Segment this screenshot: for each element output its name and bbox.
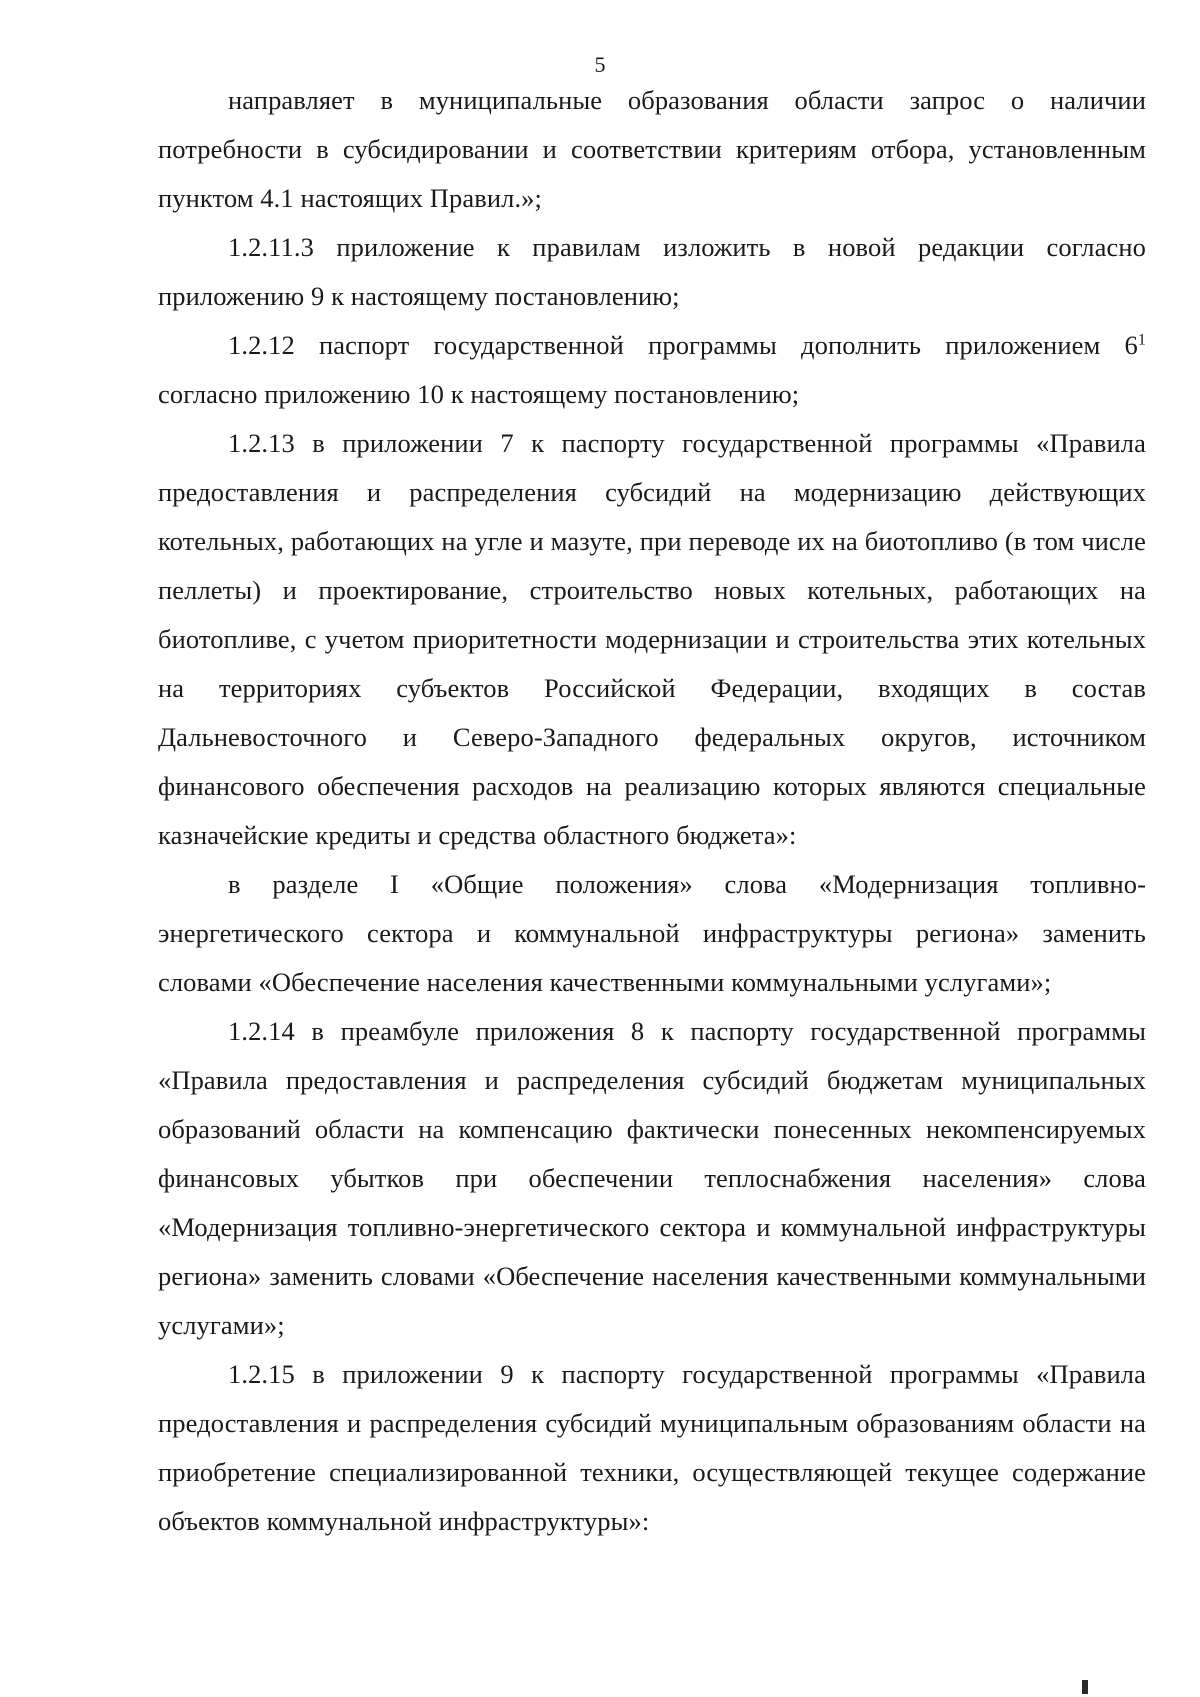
paragraph-1-2-12 bbox=[158, 321, 1146, 419]
paragraph-1-2-13: 1.2.13 в приложении 7 к паспорту государственной программы «Правила предоставления и распределения субсидий на модернизацию действующих котельных, работающих на угле и мазуте, при переводе их на биотопливо (в том числе пеллеты) и проектирование, строительство новых котельных, работающих на биотопливе, с учетом приоритетности модернизации и строительства этих котельных на территориях субъектов Российской Федерации, входящих в состав Дальневосточного и Северо-Западного федеральных округов, источником финансового обеспечения расходов на реализацию которых являются специальные казначейские кредиты и средства областного бюджета»: bbox=[158, 428, 1146, 850]
paragraph-text-before-superscript: 1.2.12 паспорт государственной программы дополнить приложением 6 bbox=[228, 330, 1138, 360]
paragraph-text-after-superscript: согласно приложению 10 к настоящему постановлению; bbox=[158, 379, 800, 409]
paragraph-1-2-14: 1.2.14 в преамбуле приложения 8 к паспорту государственной программы «Правила предоставления и распределения субсидий бюджетам муниципальных образований области на компенсацию фактически понесенных некомпенсируемых финансовых убытков при обеспечении теплоснабжения населения» слова «Модернизация топливно-энергетического сектора и коммунальной инфраструктуры региона» заменить словами «Обеспечение населения качественными коммунальными услугами»; bbox=[158, 1016, 1146, 1340]
paragraph-section-i-replacement: в разделе I «Общие положения» слова «Модернизация топливно-энергетического сектора и коммунальной инфраструктуры региона» заменить словами «Обеспечение населения качественными коммунальными услугами»; bbox=[158, 869, 1146, 997]
superscript-index: 1 bbox=[1137, 331, 1146, 349]
paragraph-1-2-11-3: 1.2.11.3 приложение к правилам изложить в новой редакции согласно приложению 9 к настоящему постановлению; bbox=[158, 232, 1146, 311]
paragraph-1-2-15: 1.2.15 в приложении 9 к паспорту государственной программы «Правила предоставления и распределения субсидий муниципальным образованиям области на приобретение специализированной техники, осуществляющей текущее содержание объектов коммунальной инфраструктуры»: bbox=[158, 1359, 1146, 1536]
paragraph-text: направляет в муниципальные образования области запрос о наличии потребности в субсидировании и соответствии критериям отбора, установленным пунктом 4.1 настоящих Правил.»; bbox=[158, 85, 1146, 213]
document-body bbox=[158, 76, 1146, 1546]
scan-artifact-mark bbox=[1082, 1680, 1088, 1694]
paragraph-continuation bbox=[158, 76, 1146, 223]
page-number: 5 bbox=[594, 52, 606, 77]
